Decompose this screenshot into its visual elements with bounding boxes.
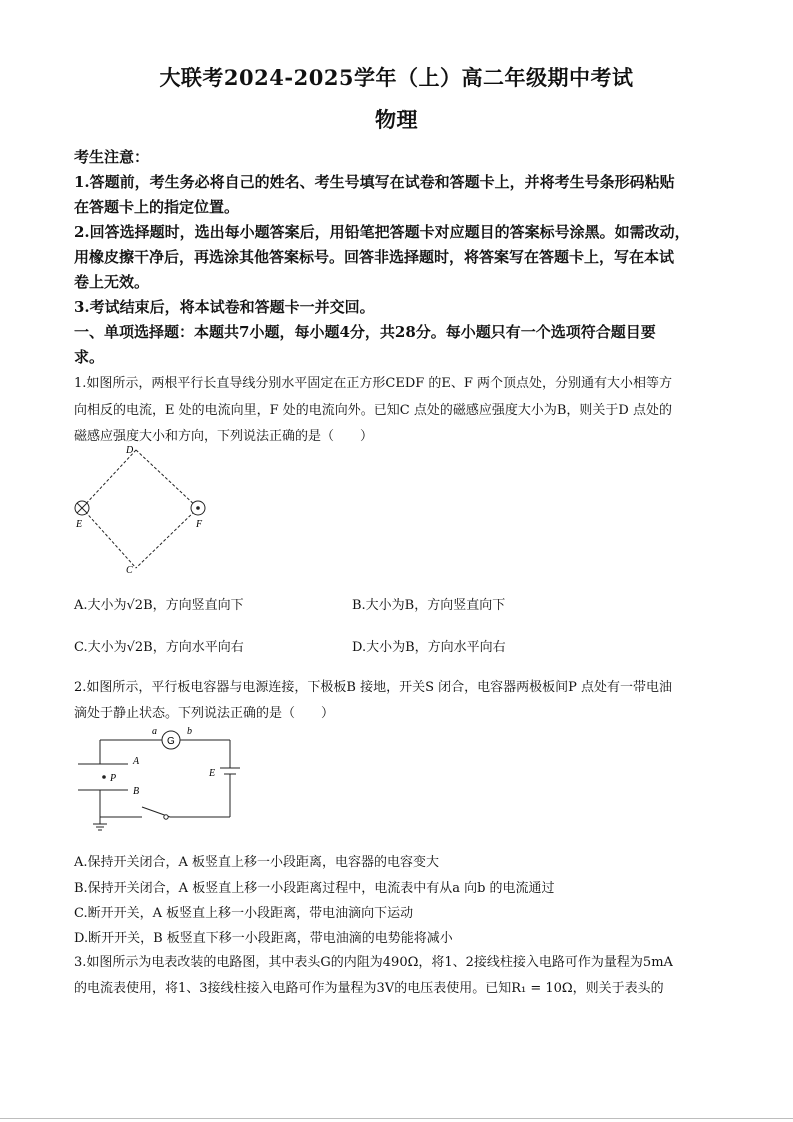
label-F: F: [196, 519, 203, 530]
switch-contact: [164, 815, 168, 819]
question-1-option-c: C.大小为√2B，方向水平向右: [74, 640, 244, 655]
question-2-figure: [70, 720, 250, 840]
section-heading: 一、单项选择题：本题共7小题，每小题4分，共28分。每小题只有一个选项符合题目要: [74, 323, 656, 341]
question-2-option-a: A.保持开关闭合，A 板竖直上移一小段距离，电容器的电容变大: [74, 855, 440, 870]
current-out-of-page-icon: [191, 501, 205, 515]
label-a: a: [152, 726, 157, 737]
notice-line: 用橡皮擦干净后，再选涂其他答案标号。回答非选择题时，将答案写在答题卡上，写在本试: [74, 248, 675, 266]
galvanometer-icon: [162, 731, 180, 749]
question-1-figure: [66, 440, 226, 580]
question-2-option-d: D.断开开关，B 板竖直下移一小段距离，带电油滴的电势能将减小: [74, 931, 453, 946]
question-2-option-b: B.保持开关闭合，A 板竖直上移一小段距离过程中，电流表中有从a 向b 的电流通过: [74, 881, 555, 896]
page-bottom-rule: [0, 1118, 793, 1119]
label-A: A: [133, 756, 140, 767]
question-2-text: 滴处于静止状态。下列说法正确的是（ ）: [74, 706, 335, 721]
question-2-option-c: C.断开开关，A 板竖直上移一小段距离，带电油滴向下运动: [74, 906, 414, 921]
question-3-text: 的电流表使用，将1、3接线柱接入电路可作为量程为3V的电压表使用。已知R₁ = 10Ω，则关于表头的: [74, 981, 664, 996]
question-1-text: 向相反的电流，E 处的电流向里，F 处的电流向外。已知C 点处的磁感应强度大小为B，则关于D 点处的: [74, 403, 672, 418]
question-1-text: 磁感应强度大小和方向，下列说法正确的是（ ）: [74, 429, 374, 444]
notice-line: 2.回答选择题时，选出每小题答案后，用铅笔把答题卡对应题目的答案标号涂黑。如需改动，: [74, 223, 690, 241]
question-2-text: 2.如图所示，平行板电容器与电源连接，下极板B 接地，开关S 闭合，电容器两极板间P 点处有一带电油: [74, 680, 673, 695]
label-D: D: [126, 445, 134, 456]
oil-drop-point: [102, 775, 106, 779]
label-B: B: [133, 786, 140, 797]
label-E: E: [209, 768, 216, 779]
label-C: C: [126, 565, 133, 576]
question-1-option-a: A.大小为√2B，方向竖直向下: [74, 598, 244, 613]
notice-line: 3.考试结束后，将本试卷和答题卡一并交回。: [74, 298, 375, 316]
label-P: P: [110, 773, 117, 784]
notice-heading: 考生注意：: [74, 148, 150, 166]
question-1-option-d: D.大小为B，方向水平向右: [352, 640, 506, 655]
question-3-text: 3.如图所示为电表改装的电路图，其中表头G的内阻为490Ω，将1、2接线柱接入电路可作为量程为5mA: [74, 955, 673, 970]
notice-line: 1.答题前，考生务必将自己的姓名、考生号填写在试卷和答题卡上，并将考生号条形码粘贴: [74, 173, 675, 191]
label-E: E: [76, 519, 83, 530]
notice-line: 在答题卡上的指定位置。: [74, 198, 240, 216]
label-b: b: [187, 726, 192, 737]
exam-title: 大联考2024-2025学年（上）高二年级期中考试: [159, 65, 634, 90]
current-into-page-icon: [75, 501, 89, 515]
question-1-option-b: B.大小为B，方向竖直向下: [352, 598, 506, 613]
notice-line: 卷上无效。: [74, 273, 150, 291]
subject-title: 物理: [375, 107, 418, 132]
question-1-text: 1.如图所示，两根平行长直导线分别水平固定在正方形CEDF 的E、F 两个顶点处，分别通有大小相等方: [74, 376, 673, 391]
svg-text:G: G: [167, 736, 175, 747]
section-heading: 求。: [74, 348, 105, 366]
